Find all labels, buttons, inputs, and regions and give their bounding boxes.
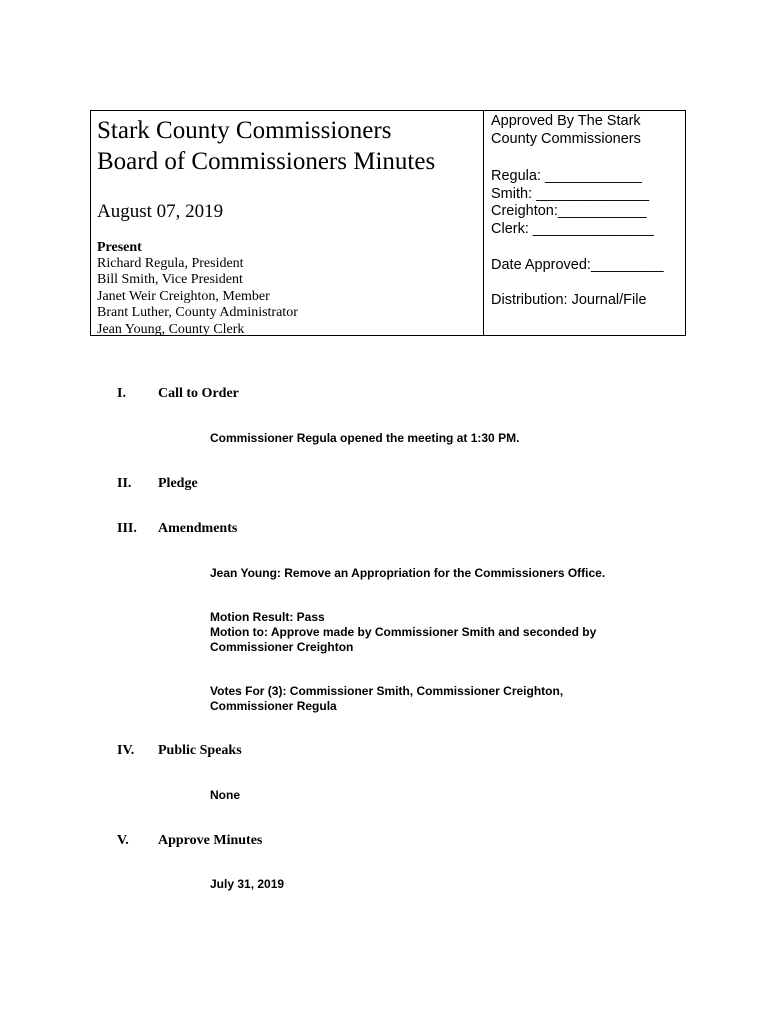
motion-result-paragraph [210,610,650,655]
agenda-paragraph [210,566,650,581]
header-left-cell [91,111,484,335]
present-list [97,256,298,338]
agenda-paragraph [210,788,650,803]
signoff-clerk: Clerk: _______________ [491,220,654,237]
title-line-2: Board of Commissioners Minutes [97,148,436,175]
signoff-regula: Regula: ____________ [491,168,642,184]
paragraph-line: Commissioner Regula [210,699,337,713]
approved-by-label [491,112,681,148]
header-table [90,110,686,336]
signoff-smith: Smith: ______________ [491,185,650,202]
present-member: Janet Weir Creighton, Member [97,288,270,304]
paragraph-line: Motion Result: Pass [210,610,325,624]
agenda-numeral: IV. [117,743,135,758]
paragraph-line: Votes For (3): Commissioner Smith, Commissioner Creighton, [210,684,564,698]
present-member: Jean Young, County Clerk [97,321,245,337]
paragraph-line: Motion to: Approve made by Commissioner Smith and seconded by [210,625,597,639]
paragraph-line: Commissioner Creighton [210,640,354,654]
agenda-title: Approve Minutes [158,833,263,848]
approved-by-line-2: County Commissioners [491,131,641,147]
paragraph-line: Commissioner Regula opened the meeting at 1:30 PM. [210,431,520,445]
signoff-creighton: Creighton:___________ [491,203,647,219]
agenda-paragraph [210,877,650,892]
agenda-paragraph [210,431,650,446]
present-heading: Present [97,240,142,255]
agenda-title: Call to Order [158,386,239,401]
meeting-date: August 07, 2019 [97,201,224,222]
paragraph-line: July 31, 2019 [210,877,285,891]
present-member: Richard Regula, President [97,256,244,271]
document-title [97,115,435,177]
signoff-lines [491,168,654,238]
agenda-numeral: III. [117,521,137,536]
paragraph-line: Jean Young: Remove an Appropriation for the Commissioners Office. [210,566,606,580]
agenda-numeral: V. [117,833,129,848]
present-member: Brant Luther, County Administrator [97,305,298,321]
agenda-numeral: II. [117,476,132,491]
present-member: Bill Smith, Vice President [97,272,243,288]
title-line-1: Stark County Commissioners [97,117,392,144]
votes-paragraph [210,684,650,714]
agenda-title: Public Speaks [158,743,242,758]
agenda-title: Pledge [158,476,198,491]
agenda-title: Amendments [158,521,238,536]
approved-by-line-1: Approved By The Stark [491,113,641,129]
date-approved-line: Date Approved:_________ [491,257,664,273]
paragraph-line: None [210,788,240,802]
agenda-numeral: I. [117,386,126,401]
header-right-cell [484,111,685,335]
distribution-line: Distribution: Journal/File [491,292,647,308]
